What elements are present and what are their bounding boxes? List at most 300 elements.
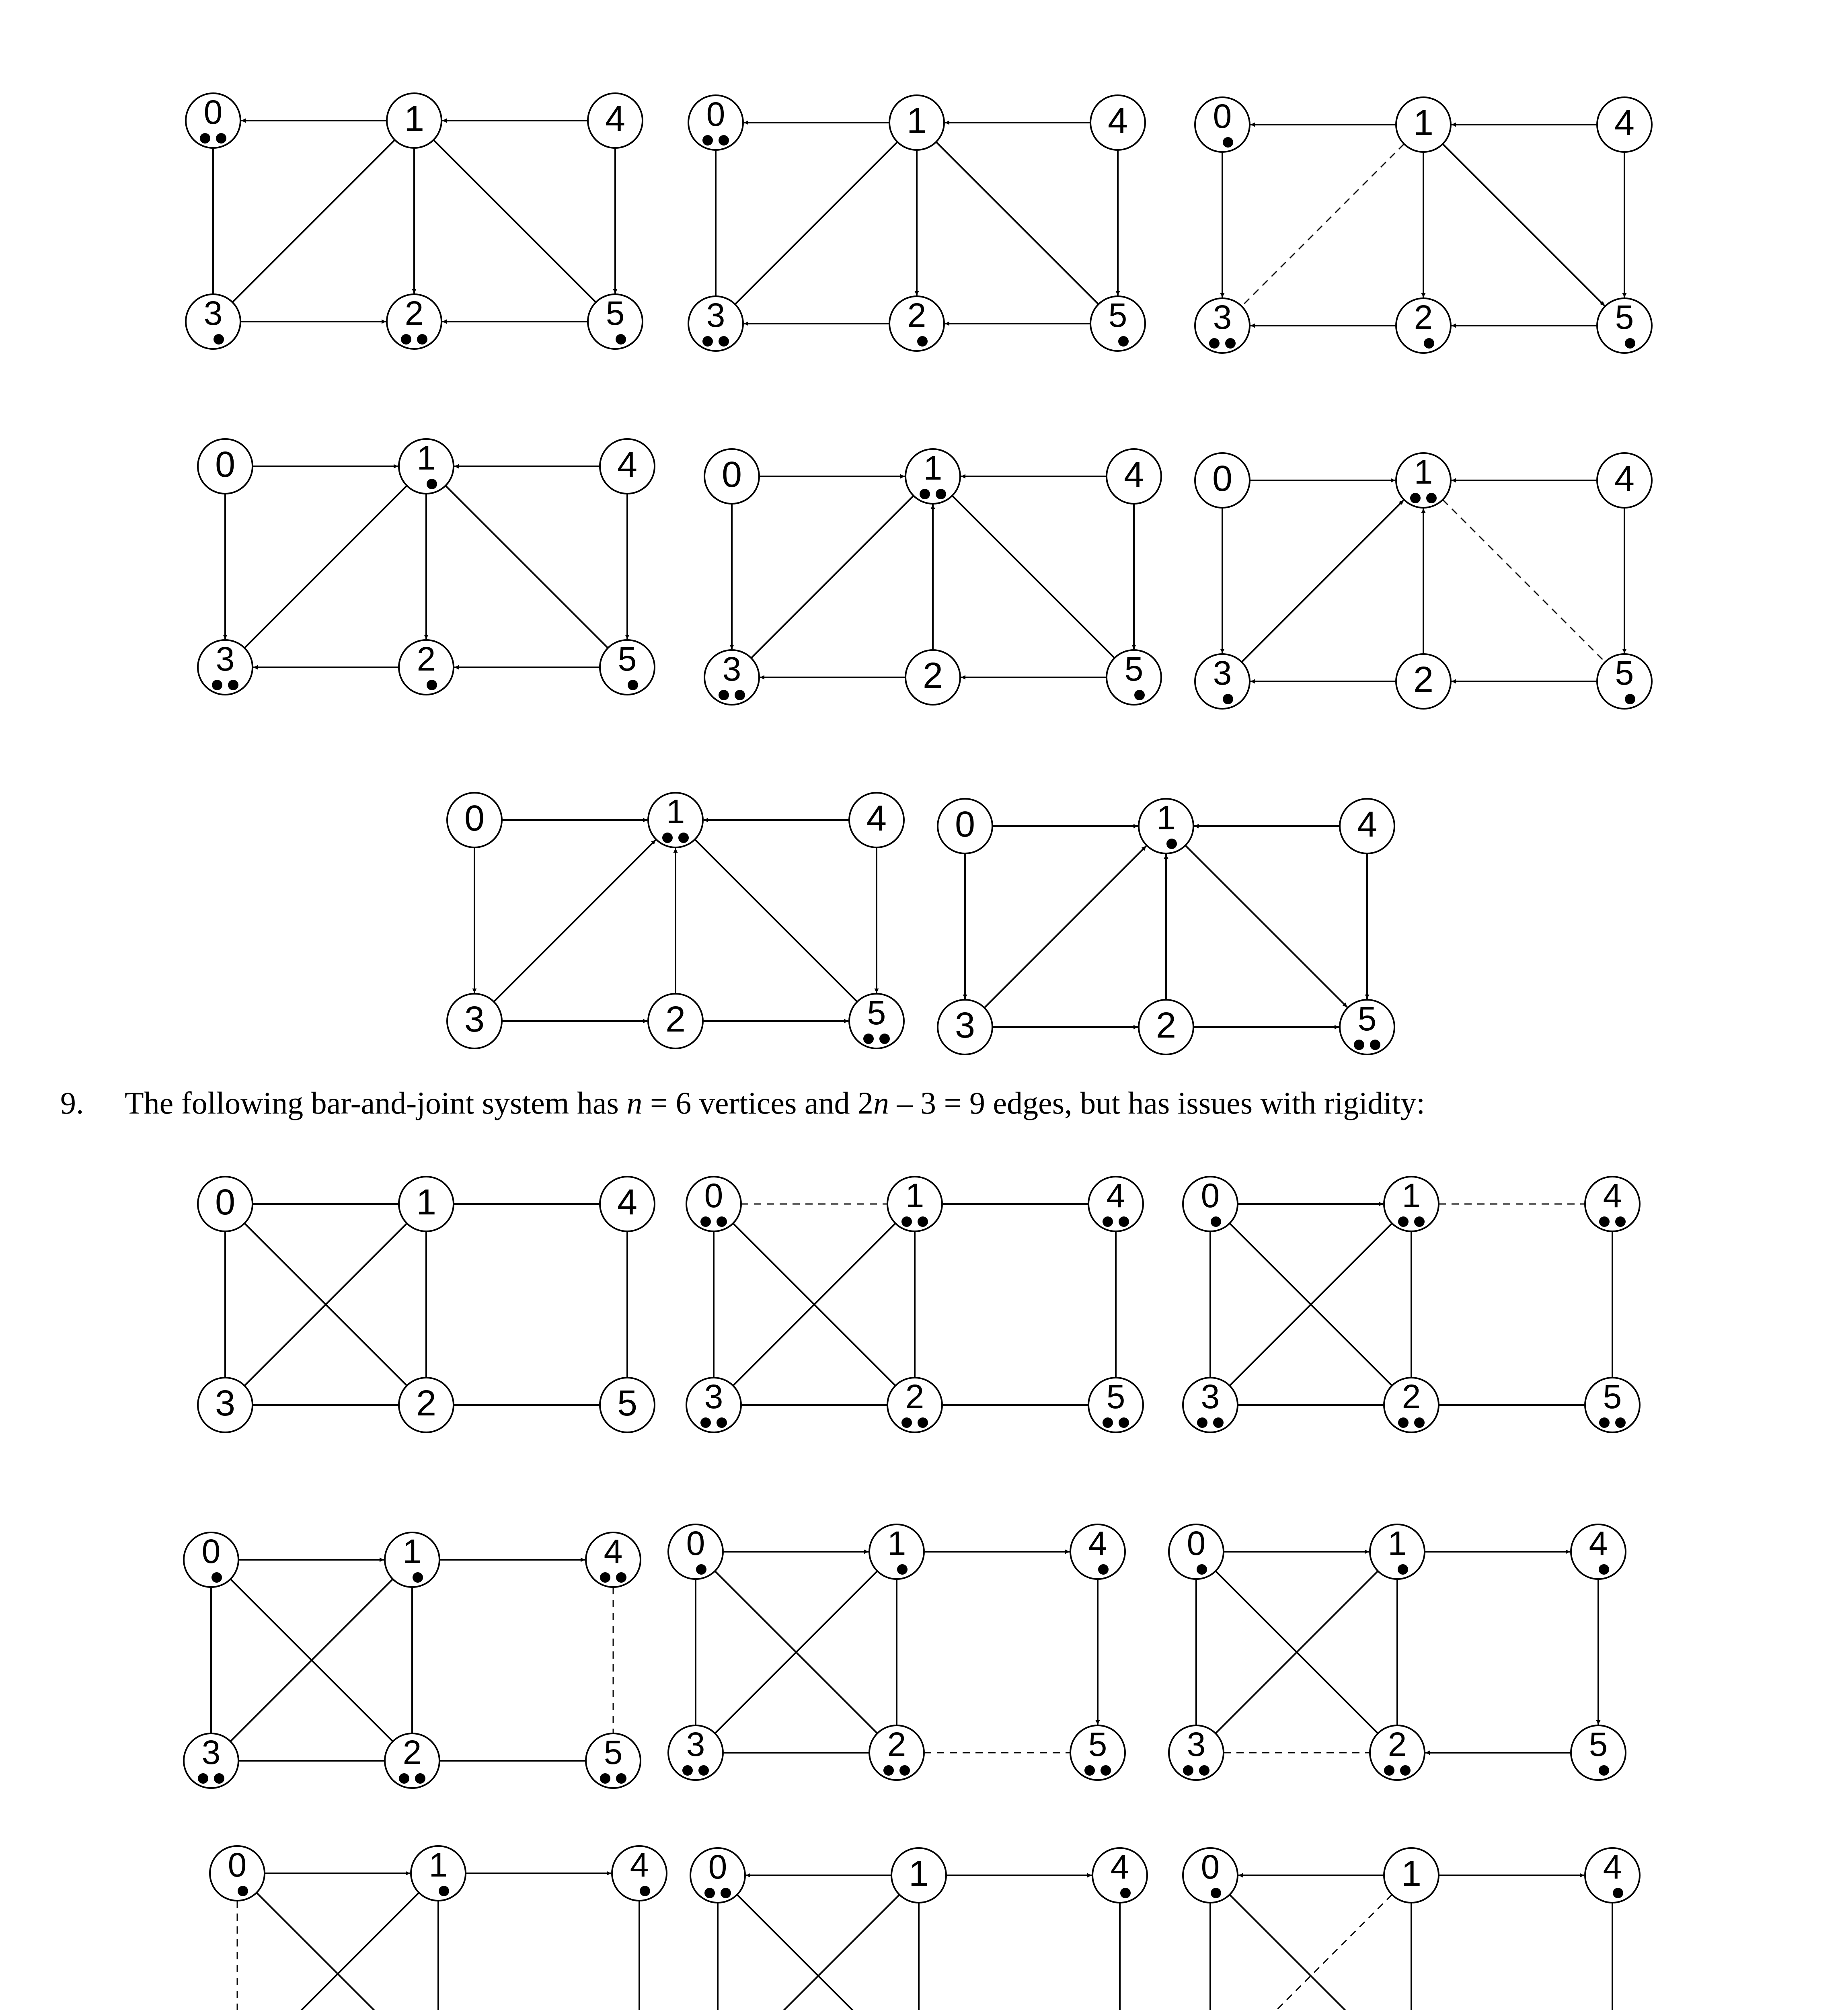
edge-1-5 [433, 140, 596, 302]
node-0 [690, 1848, 745, 1903]
node-label: 1 [1414, 453, 1433, 491]
pebble [1223, 694, 1233, 704]
node-1 [1139, 799, 1193, 853]
node-4 [612, 1846, 667, 1901]
node-label: 2 [665, 999, 686, 1040]
node-label: 0 [704, 1177, 723, 1214]
node-label: 4 [605, 99, 626, 139]
node-2 [1384, 1378, 1439, 1432]
panel-12 [184, 1532, 641, 1788]
node-4 [600, 1177, 655, 1231]
node-label: 5 [1603, 1378, 1622, 1415]
pebble [238, 1886, 248, 1896]
node-label: 1 [1388, 1524, 1407, 1562]
panel-16 [690, 1848, 1147, 2010]
node-3 [1195, 654, 1250, 709]
node-2 [385, 1733, 439, 1788]
node-0 [186, 93, 240, 148]
node-3 [1183, 1378, 1238, 1432]
pebble [918, 1417, 928, 1428]
node-label: 2 [416, 1383, 437, 1423]
pebble [1625, 338, 1635, 349]
pebble [1103, 1216, 1113, 1227]
node-label: 3 [215, 1383, 236, 1423]
node-1 [1370, 1524, 1425, 1579]
node-3 [688, 296, 743, 351]
node-label: 0 [1213, 97, 1232, 135]
node-0 [1195, 97, 1250, 152]
node-0 [198, 1177, 253, 1231]
node-label: 0 [708, 1848, 727, 1886]
node-label: 0 [464, 798, 485, 839]
pebble [616, 1773, 626, 1784]
node-4 [600, 439, 655, 494]
pebble [719, 135, 729, 146]
pebble [616, 1572, 626, 1583]
pebble [1209, 338, 1220, 349]
node-1 [869, 1524, 924, 1579]
node-2 [1139, 1000, 1193, 1054]
node-1 [1396, 453, 1451, 508]
node-4 [1090, 95, 1145, 150]
node-label: 2 [405, 294, 424, 332]
node-0 [686, 1177, 741, 1231]
panel-13 [668, 1524, 1125, 1780]
problem-text-before: The following bar-and-joint system has [125, 1085, 627, 1120]
panel-7 [447, 793, 904, 1048]
edge-1-5-directed [1443, 144, 1604, 306]
pebble [216, 133, 226, 144]
node-label: 4 [1603, 1848, 1622, 1886]
edge-1-3 [735, 142, 897, 304]
edge-0-2 [737, 1895, 899, 2010]
panel-2 [688, 95, 1145, 351]
node-label: 2 [887, 1725, 906, 1763]
node-label: 1 [1156, 799, 1176, 837]
node-1 [889, 95, 944, 150]
pebble [1101, 1765, 1111, 1776]
panel-4 [198, 439, 655, 695]
pebble [1103, 1417, 1113, 1428]
node-label: 4 [617, 1182, 638, 1222]
node-label: 3 [955, 1005, 975, 1046]
panel-1 [186, 93, 643, 349]
node-0 [184, 1532, 238, 1587]
panel-6 [1195, 453, 1652, 709]
node-3 [704, 650, 759, 705]
node-4 [1585, 1177, 1640, 1231]
node-label: 1 [402, 1532, 422, 1570]
node-label: 1 [1413, 103, 1434, 143]
edge-3-1-directed [984, 846, 1146, 1007]
node-label: 1 [906, 101, 927, 141]
node-0 [198, 439, 253, 494]
pebble [1354, 1040, 1364, 1050]
node-5 [849, 994, 904, 1048]
node-4 [588, 93, 643, 148]
node-label: 0 [1187, 1524, 1206, 1562]
pebble [228, 680, 238, 690]
panel-14 [1169, 1524, 1626, 1780]
pebble [700, 1216, 711, 1227]
pebble [1599, 1765, 1609, 1776]
node-label: 3 [706, 296, 725, 334]
node-5 [1340, 1000, 1394, 1054]
node-2 [887, 1378, 942, 1432]
pebble [1599, 1417, 1610, 1428]
node-label: 4 [1110, 1848, 1129, 1886]
node-label: 0 [1201, 1848, 1220, 1886]
pebble [917, 336, 928, 347]
node-4 [1107, 449, 1161, 504]
node-label: 4 [1088, 1524, 1107, 1562]
pebble [1084, 1765, 1095, 1776]
pebble [401, 334, 411, 345]
pebble [696, 1564, 706, 1575]
node-label: 0 [228, 1846, 247, 1884]
node-label: 3 [464, 999, 485, 1040]
node-label: 4 [1107, 101, 1128, 141]
node-3 [447, 994, 502, 1048]
node-label: 0 [215, 1182, 236, 1222]
node-4 [1597, 453, 1652, 508]
node-5 [1070, 1725, 1125, 1780]
pebble [678, 833, 689, 843]
pebble [1213, 1417, 1224, 1428]
pebble [628, 680, 638, 690]
pebble [1225, 338, 1236, 349]
pebble [717, 1216, 727, 1227]
pebble [1211, 1888, 1221, 1898]
node-1 [1384, 1848, 1439, 1903]
problem-number: 9. [60, 1085, 84, 1120]
pebble [702, 135, 713, 146]
node-label: 3 [704, 1378, 723, 1415]
pebble [1166, 839, 1177, 849]
pebble [214, 334, 224, 345]
node-label: 2 [1156, 1005, 1177, 1046]
pebble [415, 1773, 425, 1784]
node-5 [586, 1733, 641, 1788]
pebble [1615, 1417, 1626, 1428]
node-label: 2 [1414, 298, 1433, 336]
node-1 [1396, 97, 1451, 152]
panel-3 [1195, 97, 1652, 353]
pebble [918, 1216, 928, 1227]
pebble [1134, 690, 1145, 700]
node-label: 5 [1108, 296, 1127, 334]
pebble [1098, 1564, 1109, 1575]
edge-1-3 [737, 1895, 899, 2010]
pebble [721, 1888, 731, 1898]
node-label: 5 [1106, 1378, 1125, 1415]
node-label: 1 [1402, 1177, 1421, 1214]
pebble [413, 1572, 423, 1583]
problem-n-var: n [626, 1085, 643, 1120]
node-label: 4 [1106, 1177, 1125, 1214]
node-3 [938, 1000, 992, 1054]
node-label: 4 [630, 1846, 649, 1884]
node-label: 3 [1187, 1725, 1206, 1763]
node-label: 4 [1614, 103, 1635, 143]
panel-10 [686, 1177, 1143, 1432]
pebble [719, 690, 729, 700]
node-3 [1195, 298, 1250, 353]
node-label: 4 [1603, 1177, 1622, 1214]
node-4 [1571, 1524, 1626, 1579]
node-0 [704, 449, 759, 504]
node-0 [938, 799, 992, 853]
edge-3-1-directed [1242, 500, 1403, 662]
pebble [640, 1886, 650, 1896]
node-5 [1597, 654, 1652, 709]
panel-9 [198, 1177, 655, 1432]
pebble [717, 1417, 727, 1428]
node-label: 4 [866, 798, 887, 839]
node-label: 3 [686, 1725, 705, 1763]
pebble [427, 479, 437, 489]
pebble [1410, 493, 1421, 503]
edge-1-3 [257, 1893, 419, 2010]
node-3 [686, 1378, 741, 1432]
pebble [399, 1773, 409, 1784]
pebble [1599, 1564, 1609, 1575]
pebble [1183, 1765, 1193, 1776]
pebble [1400, 1765, 1411, 1776]
node-1 [385, 1532, 439, 1587]
node-label: 1 [905, 1177, 924, 1214]
pebble [1223, 137, 1233, 148]
node-label: 5 [1357, 1000, 1377, 1038]
node-label: 3 [216, 640, 235, 678]
node-label: 3 [203, 294, 223, 332]
edge-1-5 [952, 496, 1115, 658]
node-label: 4 [617, 445, 638, 485]
edge-1-5 [446, 486, 608, 648]
node-label: 3 [1213, 654, 1232, 692]
node-label: 1 [666, 793, 685, 831]
node-2 [648, 994, 703, 1048]
node-label: 5 [604, 1733, 623, 1771]
pebble [735, 690, 745, 700]
node-3 [186, 294, 240, 349]
node-label: 2 [1413, 660, 1434, 700]
pebble [662, 833, 673, 843]
node-label: 3 [1201, 1378, 1220, 1415]
node-label: 2 [1402, 1378, 1421, 1415]
node-2 [1396, 654, 1451, 709]
node-label: 2 [402, 1733, 422, 1771]
pebble [704, 1888, 715, 1898]
node-1 [387, 93, 441, 148]
pebble [1199, 1765, 1209, 1776]
node-4 [1092, 1848, 1147, 1903]
node-5 [1088, 1378, 1143, 1432]
node-0 [447, 793, 502, 847]
pebble [901, 1417, 912, 1428]
node-5 [1585, 1378, 1640, 1432]
pebble [863, 1034, 874, 1044]
pebble [200, 133, 210, 144]
pebble [1119, 1216, 1129, 1227]
edge-0-2 [1230, 1895, 1392, 2010]
node-0 [688, 95, 743, 150]
pebble [1197, 1564, 1207, 1575]
node-4 [586, 1532, 641, 1587]
node-label: 2 [907, 296, 926, 334]
node-label: 3 [722, 650, 741, 688]
node-label: 5 [618, 640, 637, 678]
pebble [1211, 1216, 1221, 1227]
pebble [936, 489, 946, 499]
pebble [1414, 1417, 1425, 1428]
edge-1-5-directed [1185, 845, 1347, 1007]
node-1 [906, 449, 960, 504]
node-label: 5 [1615, 298, 1634, 336]
panel-15 [210, 1846, 667, 2010]
pebble [1398, 1564, 1408, 1575]
node-label: 0 [1212, 459, 1233, 499]
node-label: 0 [706, 95, 725, 133]
node-label: 1 [923, 449, 942, 487]
node-label: 5 [606, 294, 625, 332]
node-4 [1585, 1848, 1640, 1903]
node-0 [1183, 1848, 1238, 1903]
node-label: 0 [201, 1532, 221, 1570]
node-label: 0 [955, 804, 975, 845]
node-label: 0 [215, 445, 236, 485]
edge-3-1-directed [494, 840, 655, 1001]
pebble [1197, 1417, 1207, 1428]
node-2 [387, 294, 441, 349]
pebble [883, 1765, 894, 1776]
pebble [427, 680, 437, 690]
pebble [1119, 1417, 1129, 1428]
node-0 [1169, 1524, 1224, 1579]
node-3 [1169, 1725, 1224, 1780]
node-label: 5 [1615, 654, 1634, 692]
node-label: 5 [1124, 650, 1144, 688]
edge-1-3-dashed [1242, 144, 1404, 306]
node-1 [891, 1848, 946, 1903]
pebble [616, 334, 626, 345]
node-label: 0 [686, 1524, 705, 1562]
pebble [879, 1034, 890, 1044]
pebble [901, 1216, 912, 1227]
edge-1-3 [244, 486, 407, 648]
node-label: 4 [1614, 459, 1635, 499]
node-4 [1088, 1177, 1143, 1231]
node-5 [600, 640, 655, 695]
node-3 [668, 1725, 723, 1780]
node-label: 2 [417, 640, 436, 678]
pebble [1599, 1216, 1610, 1227]
pebble [212, 680, 222, 690]
node-label: 3 [201, 1733, 221, 1771]
node-5 [588, 294, 643, 349]
node-label: 2 [1388, 1725, 1407, 1763]
pebble [1118, 336, 1129, 347]
node-label: 5 [1589, 1725, 1608, 1763]
node-0 [1183, 1177, 1238, 1231]
node-2 [889, 296, 944, 351]
node-label: 5 [617, 1383, 638, 1423]
pebble [1120, 1888, 1131, 1898]
pebble [439, 1886, 449, 1896]
node-label: 1 [908, 1854, 929, 1894]
panel-11 [1183, 1177, 1640, 1432]
node-4 [1070, 1524, 1125, 1579]
node-5 [1597, 298, 1652, 353]
pebble [1613, 1888, 1623, 1898]
node-4 [1597, 97, 1652, 152]
edge-1-5 [936, 142, 1099, 304]
panel-8 [938, 799, 1394, 1054]
pebble [1414, 1216, 1425, 1227]
problem-n-var2: n [873, 1085, 889, 1120]
pebble [700, 1417, 711, 1428]
node-label: 0 [1201, 1177, 1220, 1214]
node-5 [1571, 1725, 1626, 1780]
node-label: 4 [1123, 455, 1144, 495]
problem-text-mid2: – 3 = 9 edges, but has issues with rigidity: [889, 1085, 1425, 1120]
node-1 [1384, 1177, 1439, 1231]
node-5 [600, 1378, 655, 1432]
pebble [897, 1564, 908, 1575]
node-label: 4 [1589, 1524, 1608, 1562]
node-label: 3 [1213, 298, 1232, 336]
node-2 [869, 1725, 924, 1780]
panel-17 [1183, 1848, 1640, 2010]
node-1 [399, 439, 454, 494]
panel-5 [704, 449, 1161, 705]
edge-1-5-dashed [1443, 500, 1605, 662]
node-3 [198, 640, 253, 695]
node-0 [1195, 453, 1250, 508]
node-label: 1 [1401, 1854, 1422, 1894]
pebble [1370, 1040, 1380, 1050]
node-label: 1 [887, 1524, 906, 1562]
pebble [1398, 1216, 1409, 1227]
pebble [920, 489, 930, 499]
node-label: 2 [905, 1378, 924, 1415]
node-5 [1090, 296, 1145, 351]
pebble [682, 1765, 693, 1776]
pebble [719, 336, 729, 347]
node-1 [648, 793, 703, 847]
node-2 [1370, 1725, 1425, 1780]
node-2 [399, 1378, 454, 1432]
node-label: 1 [416, 1182, 437, 1222]
problem-statement [60, 1087, 1425, 1119]
node-label: 0 [203, 93, 223, 131]
node-3 [184, 1733, 238, 1788]
node-0 [210, 1846, 265, 1901]
node-3 [198, 1378, 253, 1432]
edge-1-3 [232, 140, 395, 302]
node-2 [906, 650, 960, 705]
edge-1-3-dashed [1230, 1895, 1392, 2010]
node-1 [411, 1846, 466, 1901]
pebble [899, 1765, 910, 1776]
pebble [1398, 1417, 1409, 1428]
pebble [1426, 493, 1437, 503]
node-1 [887, 1177, 942, 1231]
node-label: 1 [429, 1846, 448, 1884]
node-label: 4 [604, 1532, 623, 1570]
pebble [211, 1572, 222, 1583]
node-0 [668, 1524, 723, 1579]
